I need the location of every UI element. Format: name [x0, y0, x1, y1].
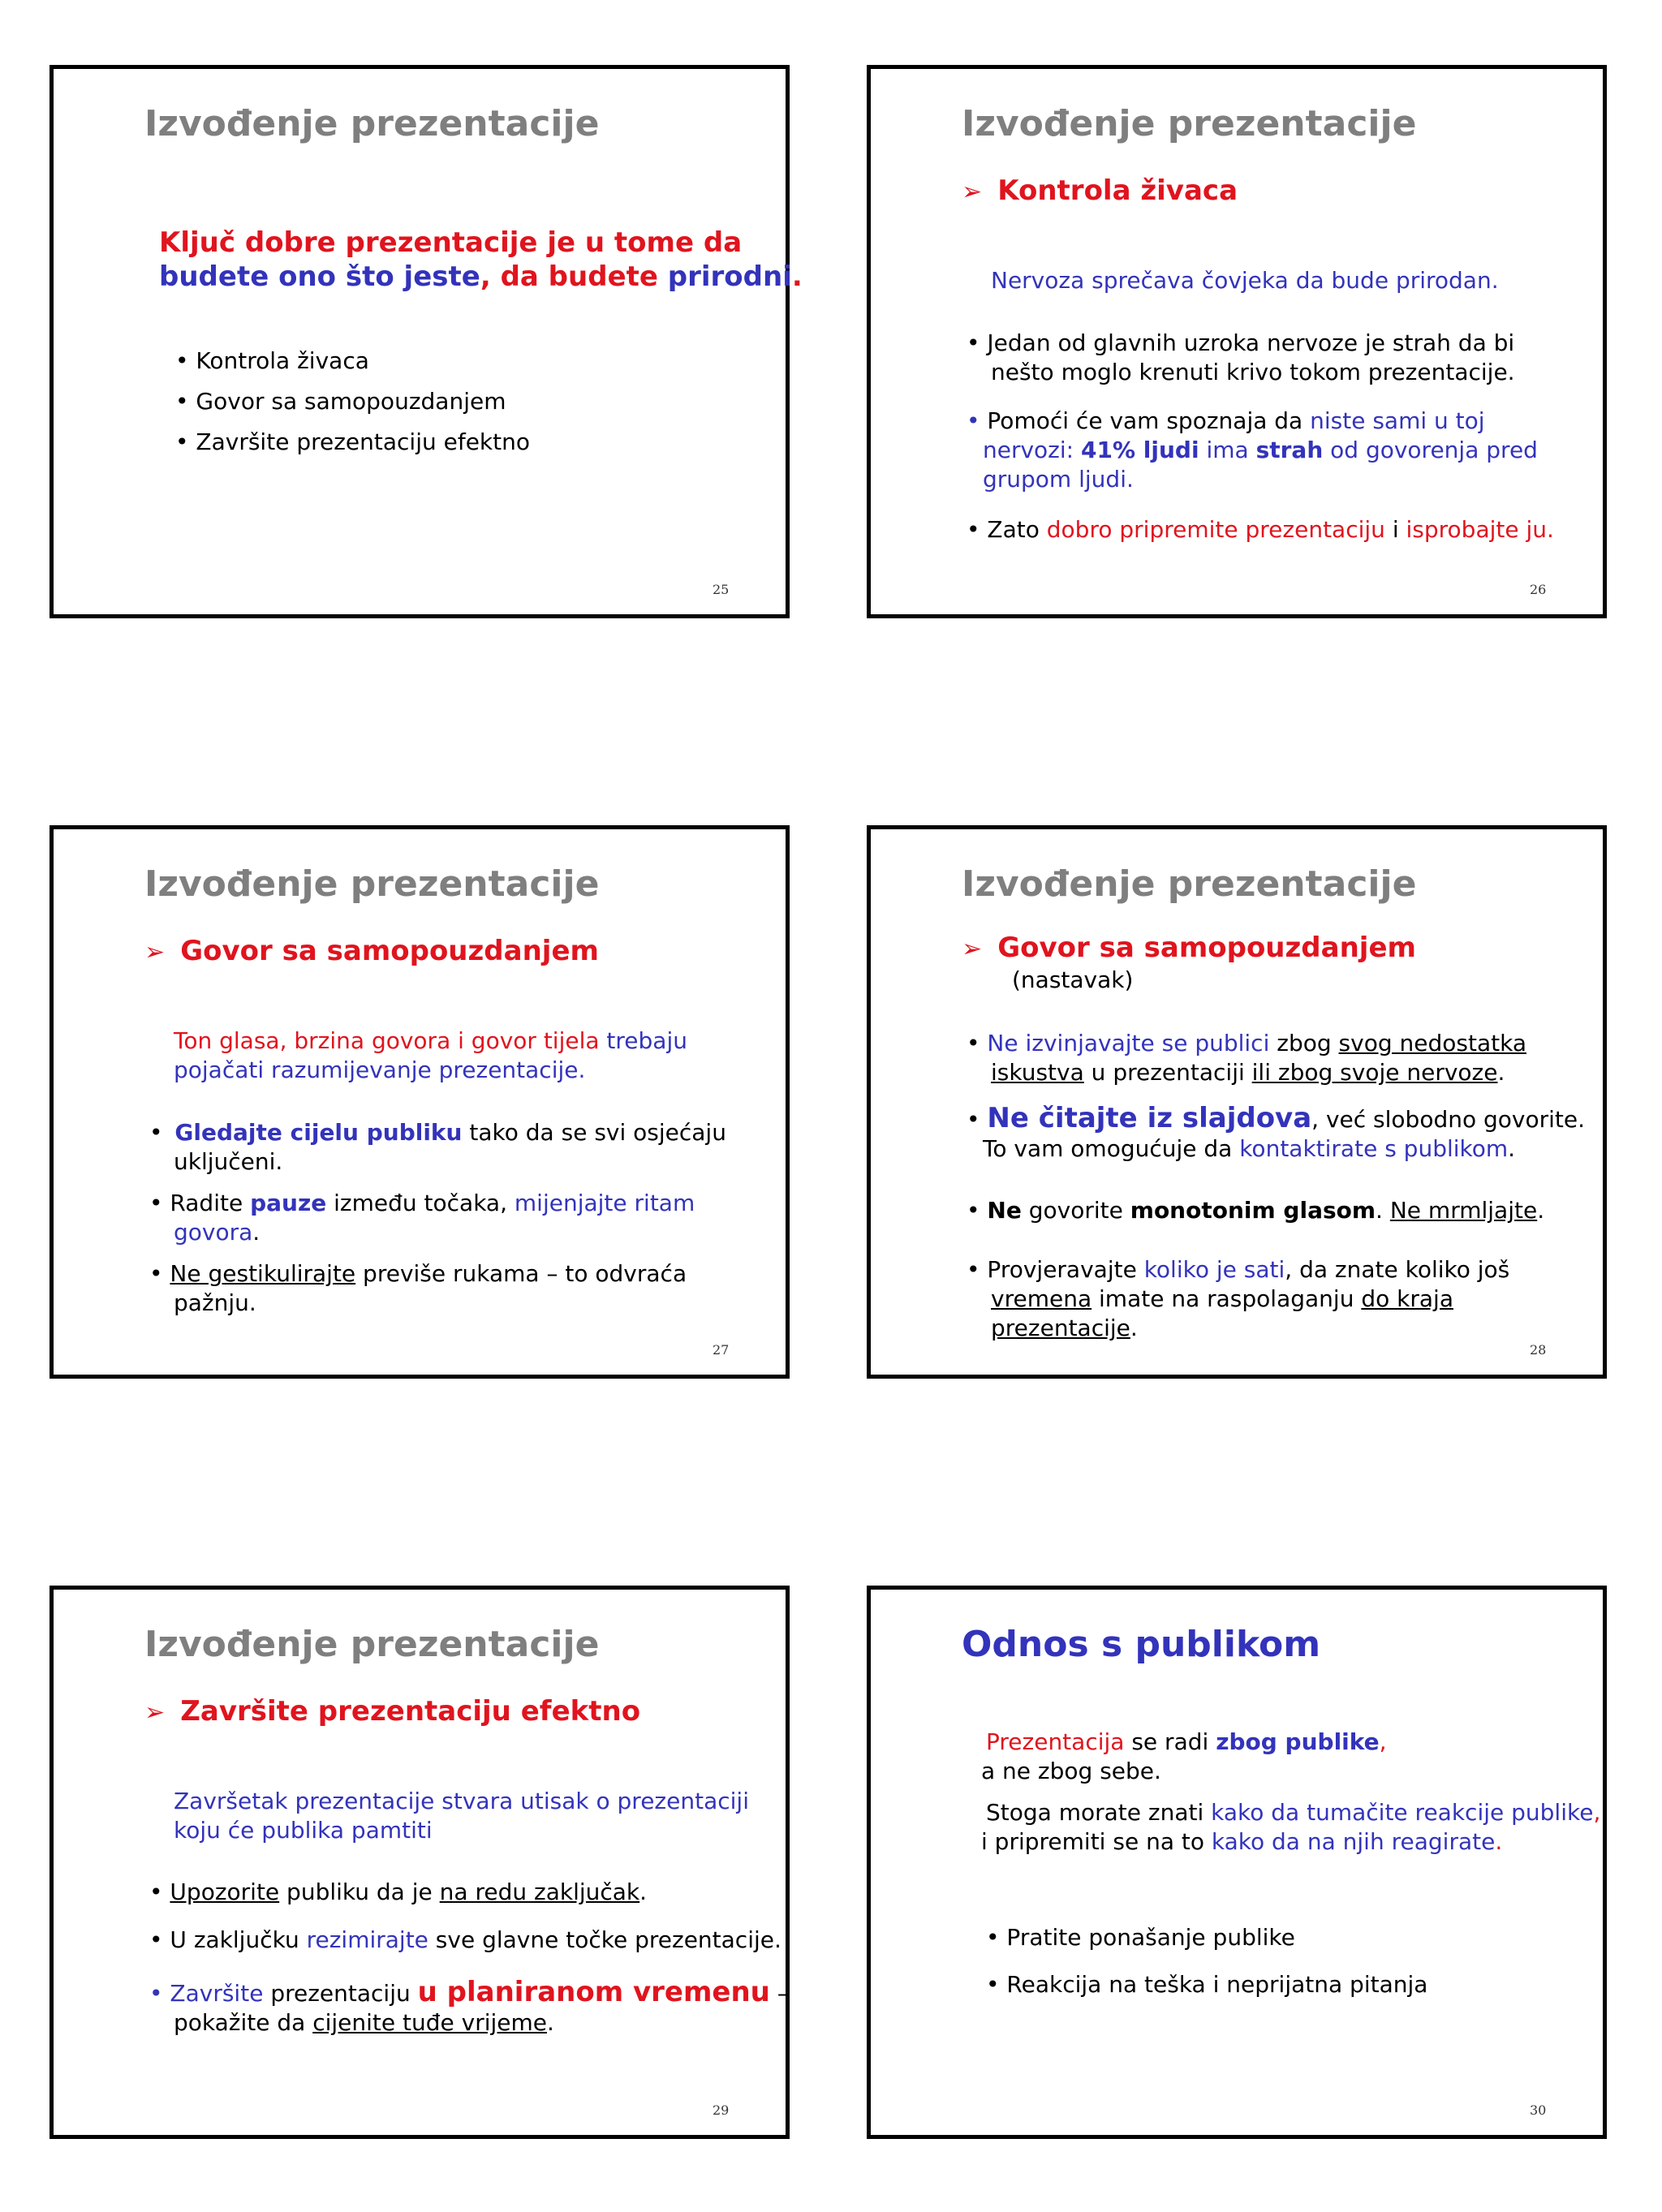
section-heading: [962, 174, 1238, 207]
key-phrase-period: .: [791, 260, 803, 293]
section-heading-text: Govor sa samopouzdanjem: [997, 932, 1416, 964]
list-item: • U zaključku rezimirajte sve glavne točke prezentacije.: [149, 1926, 781, 1953]
list-item: • Ne govorite monotonim glasom. Ne mrmljajte.: [967, 1197, 1545, 1224]
list-item: • Završite prezentaciju u planiranom vremenu – pokažite da cijenite tuđe vrijeme.: [149, 1976, 789, 2036]
key-phrase-connector: , da budete: [480, 260, 668, 293]
section-heading: [144, 1695, 640, 1728]
section-heading: [144, 935, 599, 967]
list-item: • Upozorite publiku da je na redu zaključak.: [149, 1878, 648, 1905]
paragraph: Prezentacija se radi zbog publike, a ne zbog sebe.: [981, 1728, 1387, 1784]
slide-25: [50, 65, 803, 618]
lead-text: Nervoza sprečava čovjeka da bude prirodan.: [991, 267, 1499, 294]
list-item: • Govor sa samopouzdanjem: [175, 388, 506, 415]
slide-title: Izvođenje prezentacije: [962, 103, 1417, 144]
slide-title: Izvođenje prezentacije: [144, 1624, 600, 1665]
key-phrase-natural: prirodni: [667, 260, 792, 293]
slide-number: 26: [1530, 582, 1547, 597]
arrow-bullet-icon: ➢: [962, 178, 983, 206]
list-item: • Provjeravajte koliko je sati, da znate koliko još vremena imate na raspolaganju do kraja prezentacije.: [967, 1256, 1510, 1341]
slide-29: [50, 1586, 790, 2139]
key-phrase-authentic: budete ono što jeste: [159, 260, 480, 293]
slide-number: 30: [1530, 2102, 1547, 2118]
key-statement: [159, 226, 803, 294]
list-item: • Jedan od glavnih uzroka nervoze je strah da bi nešto moglo krenuti krivo tokom prezentacije.: [967, 329, 1515, 385]
slide-number: 25: [713, 582, 730, 597]
list-item: • Gledajte cijelu publiku tako da se svi osjećaju uključeni.: [149, 1119, 726, 1175]
list-item: • Završite prezentaciju efektno: [175, 428, 530, 455]
section-heading-note: (nastavak): [1012, 966, 1134, 993]
list-item: • Pratite ponašanje publike: [986, 1924, 1295, 1951]
slide-number: 28: [1530, 1342, 1547, 1358]
slide-title: Izvođenje prezentacije: [144, 103, 600, 144]
list-item: • Ne čitajte iz slajdova, već slobodno govorite. To vam omogućuje da kontaktirate s publikom.: [967, 1102, 1586, 1162]
slide-number: 29: [713, 2102, 730, 2118]
list-item: • Zato dobro pripremite prezentaciju i isprobajte ju.: [967, 516, 1554, 543]
list-item: • Reakcija na teška i neprijatna pitanja: [986, 1971, 1428, 1998]
slide-28: [867, 825, 1607, 1379]
slide-title: Odnos s publikom: [962, 1624, 1321, 1665]
list-item: • Radite pauze između točaka, mijenjajte ritam govora.: [149, 1190, 695, 1246]
lead-text: Završetak prezentacije stvara utisak o prezentaciji koju će publika pamtiti: [174, 1788, 749, 1844]
section-heading-text: Kontrola živaca: [997, 174, 1238, 207]
key-statement-line1: Ključ dobre prezentacije je u tome da: [159, 226, 743, 259]
arrow-bullet-icon: ➢: [962, 935, 983, 963]
slide-title: Izvođenje prezentacije: [144, 863, 600, 905]
lead-text: Ton glasa, brzina govora i govor tijela trebaju pojačati razumijevanje prezentacije.: [174, 1027, 687, 1083]
bullet-list: [986, 1914, 1427, 2008]
section-heading: [962, 932, 1416, 964]
slide-number: 27: [713, 1342, 730, 1358]
slide-27: [50, 825, 790, 1379]
slide-title: Izvođenje prezentacije: [962, 863, 1417, 905]
section-heading-text: Završite prezentaciju efektno: [180, 1695, 641, 1728]
section-heading-text: Govor sa samopouzdanjem: [180, 935, 599, 967]
paragraph: Stoga morate znati kako da tumačite reakcije publike, i pripremiti se na to kako da na njih reagirate.: [981, 1799, 1601, 1855]
arrow-bullet-icon: ➢: [144, 1698, 166, 1727]
slide-26: [867, 65, 1607, 618]
list-item: • Ne izvinjavajte se publici zbog svog nedostatka iskustva u prezentaciji ili zbog svoje nervoze.: [967, 1030, 1526, 1086]
list-item: • Pomoći će vam spoznaja da niste sami u toj nervozi: 41% ljudi ima strah od govorenja pred grupom ljudi.: [967, 407, 1538, 493]
list-item: • Ne gestikulirajte previše rukama – to odvraća pažnju.: [149, 1260, 687, 1316]
list-item: • Kontrola živaca: [175, 347, 369, 374]
bullet-list: [175, 341, 530, 463]
slide-30: [867, 1586, 1607, 2139]
arrow-bullet-icon: ➢: [144, 938, 166, 966]
